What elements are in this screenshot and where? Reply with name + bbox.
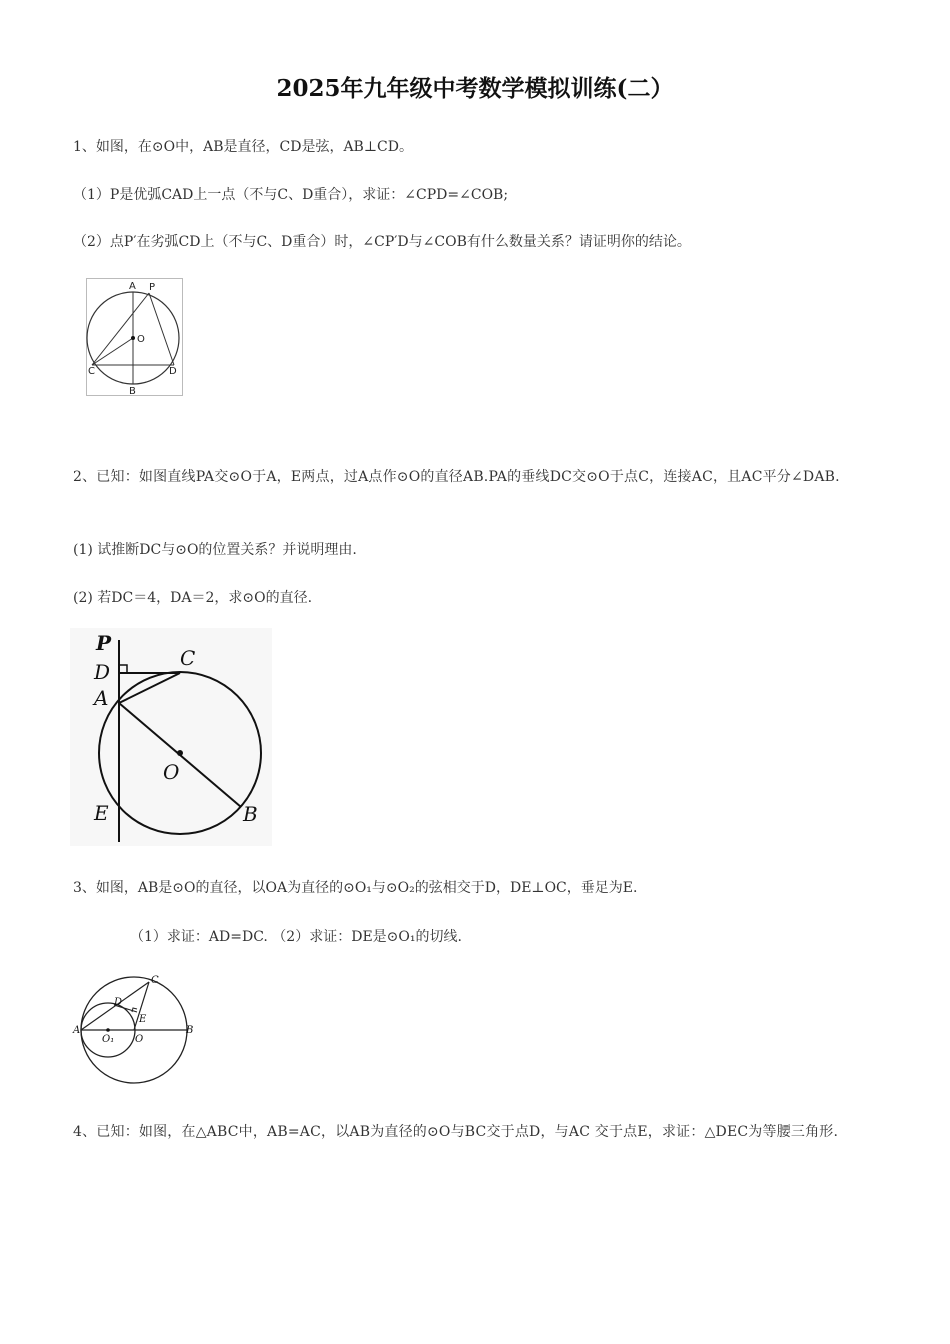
q2-stem: 2、已知：如图直线PA交⊙O于A，E两点，过A点作⊙O的直径AB.PA的垂线DC交⊙O于点C，连接AC，且AC平分∠DAB. — [73, 469, 840, 485]
q4-stem: 4、已知：如图，在△ABC中，AB=AC，以AB为直径的⊙O与BC交于点D，与AC 交于点E，求证：△DEC为等腰三角形. — [73, 1124, 839, 1140]
page-title: 2025年九年级中考数学模拟训练(二） — [276, 75, 674, 102]
q1-figure — [86, 278, 184, 398]
q2-label-a: A — [94, 686, 109, 710]
q2-label-e: E — [94, 801, 109, 825]
q1-part2: （2）点P′在劣弧CD上（不与C、D重合）时，∠CP′D与∠COB有什么数量关系？请证明你的结论。 — [73, 234, 691, 250]
q1-label-a: A — [129, 281, 136, 292]
q1-part1: （1）P是优弧CAD上一点（不与C、D重合），求证：∠CPD=∠COB; — [73, 187, 509, 203]
q2-part1: (1) 试推断DC与⊙O的位置关系？并说明理由. — [73, 542, 357, 558]
q3-label-c: C — [151, 975, 159, 986]
q2-label-p: P — [96, 631, 112, 655]
q2-label-b: B — [243, 802, 258, 826]
q1-label-c: C — [88, 366, 95, 377]
q1-label-o: O — [137, 334, 145, 345]
q3-stem: 3、如图，AB是⊙O的直径，以OA为直径的⊙O₁与⊙O₂的弦相交于D，DE⊥OC，垂足为E. — [73, 880, 638, 896]
q2-figure — [70, 628, 272, 846]
q1-label-b: B — [129, 386, 136, 397]
q2-label-c: C — [180, 646, 196, 670]
q3-label-o1: O₁ — [102, 1034, 115, 1045]
q3-figure — [72, 970, 202, 1090]
q3-parts: （1）求证：AD=DC. （2）求证：DE是⊙O₁的切线. — [130, 929, 462, 945]
q2-label-o: O — [163, 760, 180, 784]
q1-label-d: D — [169, 366, 177, 377]
q2-part2: (2) 若DC＝4，DA＝2，求⊙O的直径. — [73, 590, 313, 606]
q3-label-o: O — [135, 1034, 144, 1045]
q3-label-d: D — [114, 997, 123, 1008]
q3-label-e: E — [139, 1014, 147, 1025]
q3-label-b: B — [186, 1025, 194, 1036]
q2-label-d: D — [94, 660, 111, 684]
q1-label-p: P — [149, 282, 156, 293]
q3-label-a: A — [73, 1025, 81, 1036]
q1-stem: 1、如图，在⊙O中，AB是直径，CD是弦，AB⊥CD。 — [73, 139, 413, 155]
